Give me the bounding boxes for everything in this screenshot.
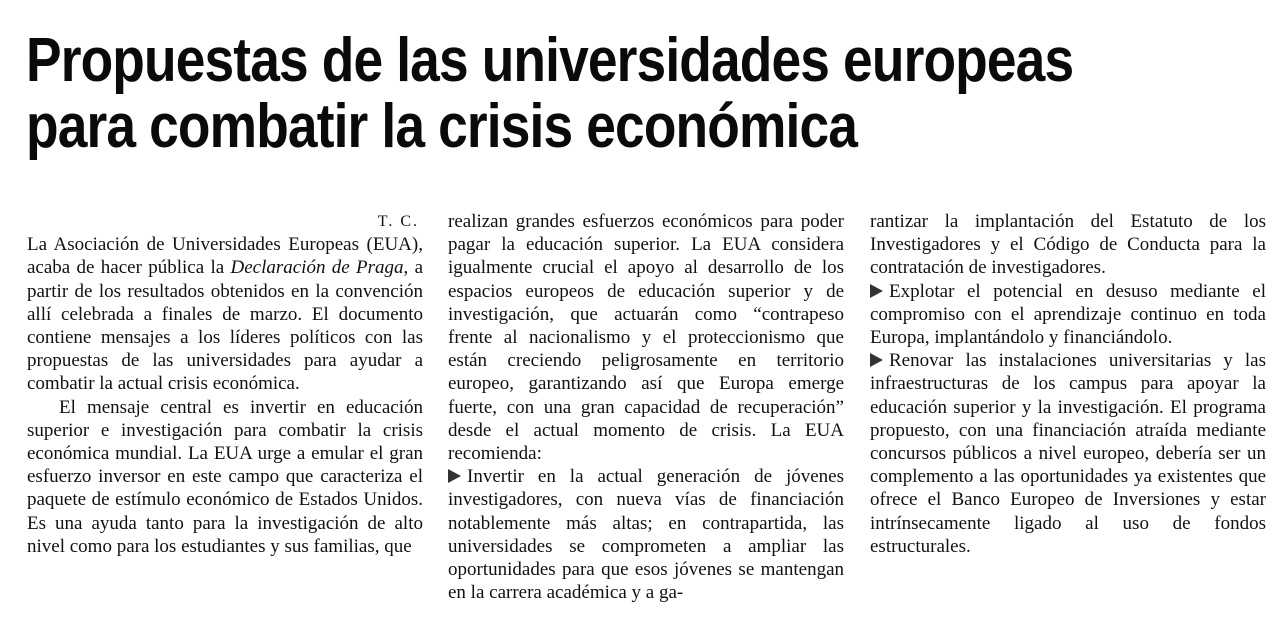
recommendation-item (870, 280, 1266, 350)
declaration-title: Declaración de Praga (230, 257, 404, 279)
byline: T. C. (377, 213, 419, 230)
recommendation-item (448, 465, 844, 604)
recommendation-text: Invertir en la actual generación de jóvenes investigadores, con nueva vías de financiación notablemente más altas; en contrapartida, las universidades se comprometen a ampliar las oportunidades para que esos jóvenes se mantengan en la carrera académica y a ga- (448, 466, 844, 604)
triangle-bullet-icon (870, 284, 883, 298)
triangle-bullet-icon (870, 353, 883, 367)
intro-text-start: La Asociación de Universidades Europeas (EUA), acaba de hacer pública la (27, 234, 423, 279)
article-column-2 (448, 210, 844, 604)
headline (26, 28, 1092, 160)
paragraph-eua-considers: realizan grandes esfuerzos económicos para poder pagar la educación superior. La EUA considera igualmente crucial el apoyo al desarrollo de los espacios europeos de educación superior y de investigación, que actuarán como “contrapeso frente al nacionalismo y el proteccionismo que están creciendo peligrosamente en territorio europeo, garantizando así que Europa emerge fuerte, con una gran capacidad de recuperación” desde el actual momento de crisis. La EUA recomienda: (448, 211, 844, 465)
recommendation-text: Explotar el potencial en desuso mediante el compromiso con el aprendizaje continuo en toda Europa, implantándolo y financiándolo. (870, 280, 1266, 349)
headline-line-1: Propuestas de las universidades europeas (26, 26, 1074, 95)
article-column-1 (27, 210, 423, 558)
paragraph-intro (27, 233, 423, 395)
recommendation-continuation: rantizar la implantación del Estatuto de los Investigadores y el Código de Conducta para la contratación de investigadores. (870, 211, 1266, 279)
triangle-bullet-icon (448, 469, 461, 483)
article-column-3 (870, 210, 1266, 558)
recommendation-item (870, 349, 1266, 558)
headline-line-2: para combatir la crisis económica (26, 92, 858, 161)
paragraph-central-message: El mensaje central es invertir en educación superior e investigación para combatir la crisis económica mundial. La EUA urge a emular el gran esfuerzo inversor en este campo que caracteriza el paquete de estímulo económico de Estados Unidos. Es una ayuda tanto para la investigación de alto nivel como para los estudiantes y sus familias, que (27, 396, 423, 557)
intro-text-end: , a partir de los resultados obtenidos en la convención allí celebrada a finales de marzo. El documento contiene mensajes a los líderes políticos con las propuestas de las universidades para ayudar a combatir la actual crisis económica. (27, 257, 424, 395)
recommendation-text: Renovar las instalaciones universitarias y las infraestructuras de los campus para apoyar la educación superior y la investigación. El programa propuesto, con una financiación atraída mediante concursos públicos a nivel europeo, debería ser un complemento a las oportunidades ya existentes que ofrece el Banco Europeo de Inversiones y estar intrínsecamente ligado al uso de fondos estructurales. (870, 350, 1266, 557)
